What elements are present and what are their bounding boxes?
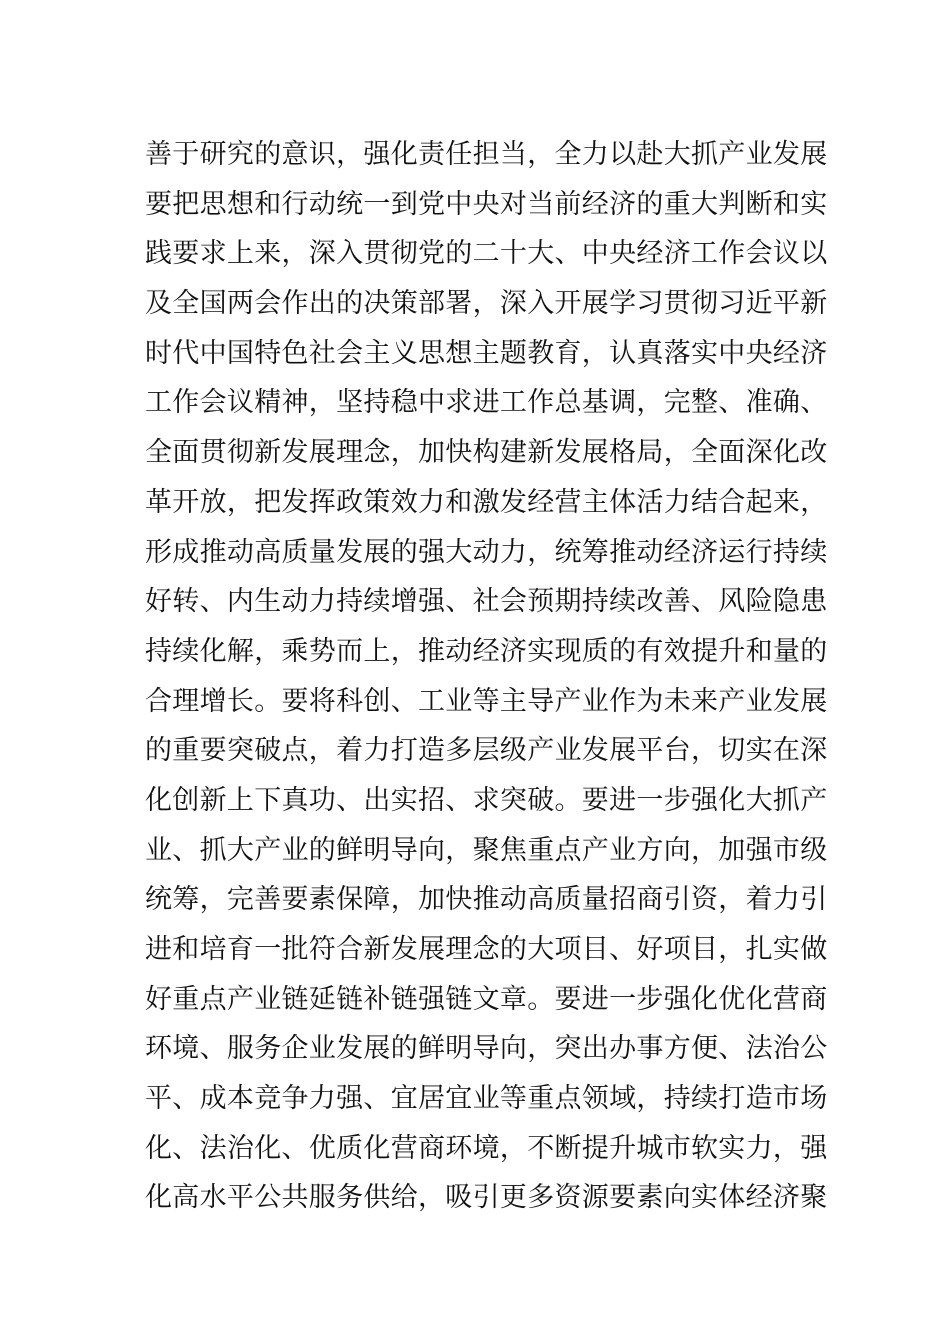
text-line: 合理增长。要将科创、工业等主导产业作为未来产业发展: [145, 685, 828, 717]
text-line: 进和培育一批符合新发展理念的大项目、好项目，扎实做: [145, 934, 828, 965]
body-text: [145, 130, 845, 1223]
text-line: 要把思想和行动统一到党中央对当前经济的重大判断和实: [145, 188, 828, 220]
text-line: 化、法治化、优质化营商环境，不断提升城市软实力，强: [145, 1132, 828, 1164]
text-line: 善于研究的意识，强化责任担当，全力以赴大抓产业发展: [145, 139, 828, 170]
text-line: 工作会议精神，坚持稳中求进工作总基调，完整、准确、: [145, 387, 828, 419]
text-line: 践要求上来，深入贯彻党的二十大、中央经济工作会议以: [145, 238, 828, 270]
text-line: 化创新上下真功、出实招、求突破。要进一步强化大抓产: [145, 784, 828, 816]
text-line: 形成推动高质量发展的强大动力，统筹推动经济运行持续: [145, 536, 828, 568]
text-line: 业、抓大产业的鲜明导向，聚焦重点产业方向，加强市级: [145, 834, 828, 866]
text-line: 持续化解，乘势而上，推动经济实现质的有效提升和量的: [145, 635, 828, 667]
text-line: 及全国两会作出的决策部署，深入开展学习贯彻习近平新: [145, 288, 828, 320]
text-line: 时代中国特色社会主义思想主题教育，认真落实中央经济: [145, 337, 828, 369]
text-line: 平、成本竞争力强、宜居宜业等重点领域，持续打造市场: [145, 1083, 828, 1115]
text-line: 化高水平公共服务供给，吸引更多资源要素向实体经济聚: [145, 1182, 828, 1214]
text-line: 环境、服务企业发展的鲜明导向，突出办事方便、法治公: [145, 1033, 828, 1065]
text-line: 统筹，完善要素保障，加快推动高质量招商引资，着力引: [145, 884, 828, 916]
text-line: 好重点产业链延链补链强链文章。要进一步强化优化营商: [145, 983, 828, 1015]
text-line: 的重要突破点，着力打造多层级产业发展平台，切实在深: [145, 735, 828, 767]
text-line: 革开放，把发挥政策效力和激发经营主体活力结合起来，: [145, 486, 828, 518]
text-line: 全面贯彻新发展理念，加快构建新发展格局，全面深化改: [145, 437, 828, 469]
text-line: 好转、内生动力持续增强、社会预期持续改善、风险隐患: [145, 586, 828, 618]
